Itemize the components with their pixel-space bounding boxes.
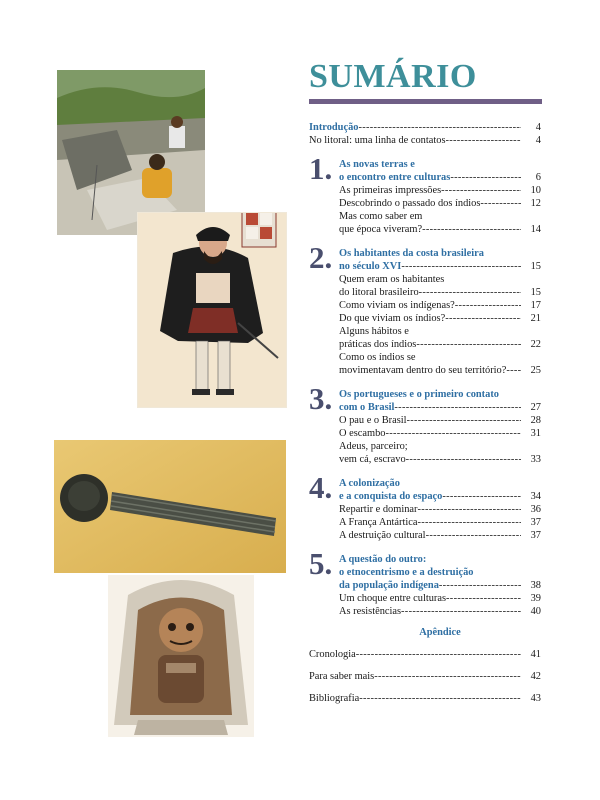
dot-leader: [419, 286, 521, 299]
intro-section: [309, 121, 541, 147]
toc-entry[interactable]: [339, 184, 541, 197]
chapter-number: 4.: [309, 470, 333, 505]
chapter-2: [309, 240, 541, 377]
entry-label: práticas dos índios: [339, 339, 417, 350]
page-title: SUMÁRIO: [309, 58, 477, 95]
chapter-title-row[interactable]: [339, 171, 541, 184]
page-number: 28: [530, 415, 541, 426]
page-number: 36: [530, 504, 541, 515]
entry-label: Como viviam os indígenas?: [339, 300, 455, 311]
entry-label: movimentavam dentro do seu território?: [339, 365, 507, 376]
dot-leader: [401, 605, 521, 618]
chapter-title-line: e a conquista do espaço: [339, 491, 443, 502]
entry-label: que época viveram?: [339, 224, 423, 235]
toc-entry[interactable]: [339, 338, 541, 351]
page-number: 4: [535, 122, 541, 133]
toc-entry-appendix[interactable]: [309, 670, 541, 683]
dot-leader: [417, 516, 521, 529]
page-number: 15: [530, 261, 541, 272]
toc-entry[interactable]: [339, 529, 541, 542]
entry-label: Descobrindo o passado dos índios: [339, 198, 481, 209]
entry-label[interactable]: Quem eram os habitantes: [339, 274, 445, 285]
entry-label[interactable]: Mas como saber em: [339, 211, 423, 222]
dot-leader: [480, 197, 521, 210]
entry-label: A destruição cultural: [339, 530, 426, 541]
chapter-title-row[interactable]: [339, 490, 541, 503]
toc-entry-intro[interactable]: [309, 121, 541, 134]
dot-leader: [394, 401, 521, 414]
chapter-title-row[interactable]: [339, 260, 541, 273]
dot-leader: [426, 529, 521, 542]
page-number: 42: [530, 671, 541, 682]
chapter-title-line: com o Brasil: [339, 402, 395, 413]
dot-leader: [439, 579, 521, 592]
dot-leader: [506, 364, 521, 377]
toc-entry[interactable]: [339, 364, 541, 377]
excavation-photo: [57, 70, 205, 235]
toc-entry[interactable]: [339, 605, 541, 618]
dot-leader: [442, 490, 521, 503]
dot-leader: [422, 223, 521, 236]
page-number: 43: [530, 693, 541, 704]
page-number: 12: [530, 198, 541, 209]
entry-label: As resistências: [339, 606, 402, 617]
dot-leader: [358, 121, 521, 134]
chapter-number: 3.: [309, 381, 333, 416]
toc-entry[interactable]: [339, 414, 541, 427]
artifacts-photo: [54, 440, 286, 573]
page-number: 25: [530, 365, 541, 376]
page-number: 33: [530, 454, 541, 465]
chapter-title-line[interactable]: o etnocentrismo e a destruição: [339, 567, 474, 578]
page-number: 40: [530, 606, 541, 617]
chapter-title-row[interactable]: [339, 401, 541, 414]
carved-idol-photo: [108, 575, 254, 737]
page-number: 15: [530, 287, 541, 298]
chapter-1: [309, 151, 541, 236]
dot-leader: [406, 453, 521, 466]
toc-entry[interactable]: [339, 223, 541, 236]
toc-entry[interactable]: [339, 197, 541, 210]
page-number: 37: [530, 517, 541, 528]
entry-label[interactable]: Como os índios se: [339, 352, 416, 363]
chapter-title-line[interactable]: A questão do outro:: [339, 554, 427, 565]
page-number: 14: [530, 224, 541, 235]
toc-entry[interactable]: [339, 592, 541, 605]
chapter-5: [309, 546, 541, 618]
dot-leader: [401, 260, 521, 273]
entry-label: A França Antártica: [339, 517, 418, 528]
page-number: 38: [530, 580, 541, 591]
page-number: 34: [530, 491, 541, 502]
toc-entry[interactable]: [309, 134, 541, 147]
chapter-4: [309, 470, 541, 542]
chapter-title-line: o encontro entre culturas: [339, 172, 451, 183]
entry-label: No litoral: uma linha de contatos: [309, 135, 446, 146]
page-number: 6: [535, 172, 541, 183]
page-number: 4: [535, 135, 541, 146]
dot-leader: [445, 312, 521, 325]
entry-label: O pau e o Brasil: [339, 415, 407, 426]
toc-entry-appendix[interactable]: [309, 692, 541, 705]
chapter-number: 5.: [309, 546, 333, 581]
toc-entry[interactable]: [339, 503, 541, 516]
entry-label: As primeiras impressões: [339, 185, 442, 196]
chapter-title-row[interactable]: [339, 579, 541, 592]
page-number: 39: [530, 593, 541, 604]
dot-leader: [446, 592, 521, 605]
entry-label[interactable]: Alguns hábitos e: [339, 326, 409, 337]
entry-label[interactable]: Adeus, parceiro;: [339, 441, 408, 452]
entry-label: O escambo: [339, 428, 386, 439]
dot-leader: [359, 692, 521, 705]
chapter-number: 1.: [309, 151, 333, 186]
toc-entry[interactable]: [339, 299, 541, 312]
toc-entry[interactable]: [339, 312, 541, 325]
page-number: 21: [530, 313, 541, 324]
dot-leader: [385, 427, 521, 440]
chapter-title-line[interactable]: Os habitantes da costa brasileira: [339, 248, 484, 259]
dot-leader: [417, 503, 521, 516]
page-number: 17: [530, 300, 541, 311]
dot-leader: [356, 648, 521, 661]
entry-label: Cronologia: [309, 649, 356, 660]
toc-entry-appendix[interactable]: [309, 648, 541, 661]
toc-entry[interactable]: [339, 453, 541, 466]
dot-leader: [441, 184, 521, 197]
dot-leader: [455, 299, 521, 312]
entry-label: Repartir e dominar: [339, 504, 418, 515]
table-of-contents: [309, 121, 541, 705]
page-number: 27: [530, 402, 541, 413]
page-number: 31: [530, 428, 541, 439]
title-rule: [309, 99, 542, 104]
chapter-title-line: no século XVI: [339, 261, 402, 272]
page-number: 10: [530, 185, 541, 196]
dot-leader: [446, 134, 522, 147]
chapter-number: 2.: [309, 240, 333, 275]
entry-label: Para saber mais: [309, 671, 375, 682]
chapter-title-line[interactable]: A colonização: [339, 478, 400, 489]
appendix-heading: Apêndice: [419, 627, 461, 638]
entry-label: Do que viviam os índios?: [339, 313, 446, 324]
toc-entry[interactable]: [339, 427, 541, 440]
portuguese-nobleman-illustration: [138, 213, 286, 407]
page-number: 41: [530, 649, 541, 660]
entry-label: Bibliografia: [309, 693, 360, 704]
dot-leader: [416, 338, 521, 351]
page-number: 22: [530, 339, 541, 350]
entry-label: Um choque entre culturas: [339, 593, 447, 604]
dot-leader: [407, 414, 521, 427]
intro-title: Introdução: [309, 122, 359, 133]
chapter-title-line[interactable]: As novas terras e: [339, 159, 415, 170]
toc-entry[interactable]: [339, 286, 541, 299]
chapter-title-line[interactable]: Os portugueses e o primeiro contato: [339, 389, 499, 400]
page-number: 37: [530, 530, 541, 541]
chapter-3: [309, 381, 541, 466]
dot-leader: [374, 670, 521, 683]
entry-label: vem cá, escravo: [339, 454, 406, 465]
entry-label: do litoral brasileiro: [339, 287, 419, 298]
dot-leader: [450, 171, 521, 184]
toc-entry[interactable]: [339, 516, 541, 529]
chapter-title-line: da população indígena: [339, 580, 439, 591]
